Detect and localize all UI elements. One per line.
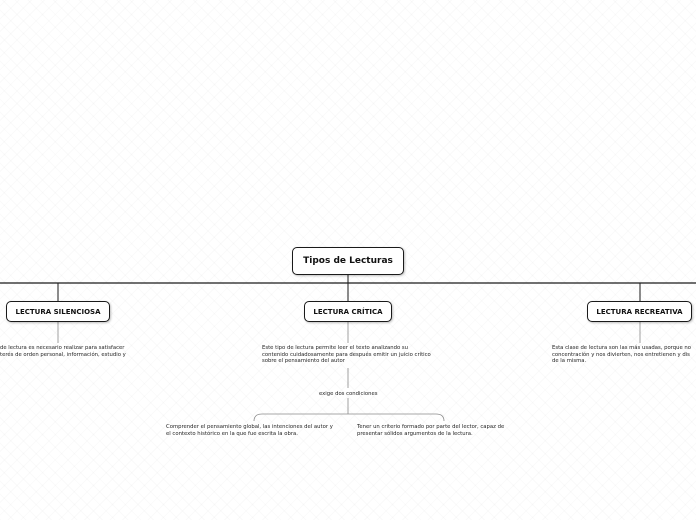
condition-item: Comprender el pensamiento global, las intenciones del autor y el contexto histórico en la que fue escrita la obra. xyxy=(166,424,333,437)
branch-lectura-recreativa[interactable] xyxy=(587,301,692,322)
silenciosa-description: de lectura es necesario realizar para satisfacer terés de orden personal, información, estudio y xyxy=(0,345,126,358)
branch-lectura-silenciosa[interactable] xyxy=(6,301,110,322)
recreativa-description: Esta clase de lectura son las más usadas, porque no concentración y nos divierten, nos entretienen y dis de la misma. xyxy=(552,345,692,365)
branch-title: LECTURA RECREATIVA xyxy=(596,307,683,316)
root-title: Tipos de Lecturas xyxy=(303,256,393,266)
link-label: exige dos condiciones xyxy=(319,391,378,397)
branch-lectura-critica[interactable] xyxy=(304,301,392,322)
branch-title: LECTURA SILENCIOSA xyxy=(15,307,101,316)
branch-title: LECTURA CRÍTICA xyxy=(313,307,383,316)
critica-description: Este tipo de lectura permite leer el texto analizando su contenido cuidadosamente para después emitir un juicio crítico sobre el pensamiento del autor xyxy=(262,345,431,365)
condition-item: Tener un criterio formado por parte del lector, capaz de presentar sólidos argumentos de la lectura. xyxy=(357,424,505,437)
root-node[interactable] xyxy=(292,247,404,275)
